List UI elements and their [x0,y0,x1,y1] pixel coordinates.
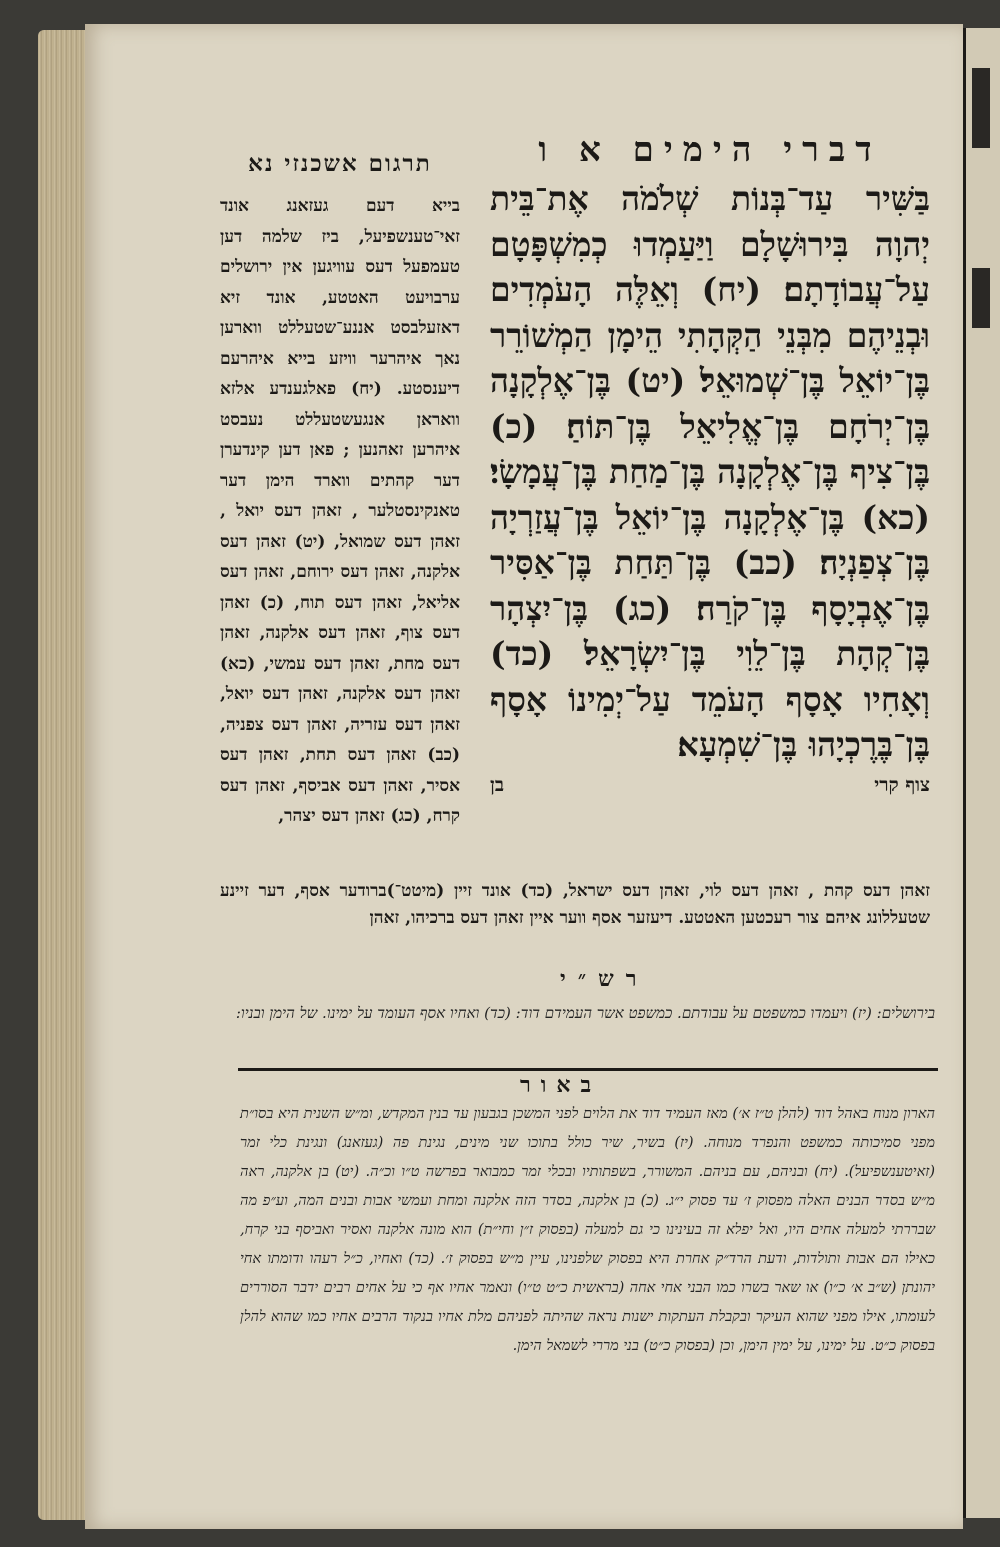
bible-column [490,130,930,797]
targum-heading: תרגום אשכנזי נא [248,150,432,177]
page-edge [38,30,88,1520]
biur-text: הארון מנוח באהל דוד (להלן ט״ז א׳) מאז העמיד דוד את הלוים לפני המשכן בגבעון עד בנין המקדש, ומ״ש השנית היא בסו״ת מפני סמיכותה כמשפט והנפרד מנוחה. (יז) בשיר, שיר כולל בתוכו שני מינים, נגינת פה (געזאנג) ונגינת כלי זמר (זאיטענשפיעל). (יח) ובניהם, עם בניהם. המשורר, בשפתותיו ובכלי זמר כמבואר בפרשה ט״ו וכ״ה. (יט) בן אלקנה, ראה מ״ש בסדר הבנים האלה מפסוק ז׳ עד פסוק י״ג. (כ) בן אלקנה, בסדר הזה אלקנה ומחת ועמשי אבות ובנים המה, וע״פ מה שבררתי למעלה אחים היו, ואל יפלא זה בעינינו כי גם למעלה (בפסוק ז״ן וחי״ת) הוא מונה אלקנה ואסיר ואביסף בני קרח, כאילו הם אבות ותולדות, ודעת הרד״ק אחרת היא בפסוק שלפנינו, עיין מ״ש בפסוק ז׳. (כד) ואחיו, כ״ל רעהו ודומתו אחי יהונתן (ש״ב א׳ כ״ו) או שאר בשרו כמו הבני אחי אחה (בראשית כ״ט ט״ו) ונאמר אחיו אף כי על אחים רבים ידבר הסוררים לעומתו, אילו מפני שהוא העיקר ובקבלת העתקות ישנות נראה שהיתה לפניהם מלת אחיו בנקוד הרבים אחיו כמו שהוא להלן בפסוק כ״ט. על ימינו, על ימין הימן, וכן (בפסוק כ״ט) בני מררי לשמאל הימן. [240,1106,935,1354]
facing-page-edge [963,28,1000,1518]
targum-column [220,150,460,832]
targum-continuation: זאהן דעס קהת , זאהן דעס לוי, זאהן דעס ישראל, (כד) אונד זיין (מיטט־)ברודער אסף, דער זיינע שטעללונג איהם צור רעכטען האטטע. דיעזער אסף ווער איין זאהן דעס ברכיהו, זאהן [220,881,930,928]
catchword-left: בן [490,773,504,796]
running-head: דברי הימים א ו [538,130,882,170]
section-divider [238,1068,938,1071]
catchwords [490,774,930,797]
facing-page-mark [972,268,990,328]
targum-text: בייא דעם געזאנג אונד זאי־טענשפיעל, ביז שלמה דען טעמפעל דעס עוויגען אין ירושלים ערבויעט האטטע, אונד זיא דאזעלבסט אננע־שטעללט ווארען נאך איהרער וויזע בייא איהרעם דיענסטע. (יח) פאלגענדע אלזא וואראן אנגעשטעללט נעבסט איהרען זאהנען ; פאן דען קינדערן דער קהתים ווארד הימן דער טאנקינסטלער , זאהן דעס יואל , זאהן דעס שמואל, (יט) זאהן דעס אלקנה, זאהן דעס ירוחם, זאהן דעס אליאל, זאהן דעס תוח, (כ) זאהן דעס צוף, זאהן דעס אלקנה, זאהן דעס מחת, זאהן דעס עמשי, (כא) זאהן דעס אלקנה, זאהן דעס יואל, זאהן דעס עזריה, זאהן דעס צפניה, (כב) זאהן דעס תחת, זאהן דעס אסיר, זאהן דעס אביסף, זאהן דעס קרח, (כג) זאהן דעס יצהר, [220,196,460,826]
rashi-heading: רש״י [560,966,649,992]
rashi-text: בירושלים: (יז) ויעמדו כמשפטם על עבודתם. כמשפט אשר העמידם דוד: (כד) ואחיו אסף העומד על ימינו. של הימן ובניו: [235,1004,935,1022]
bible-text: בַּשִּׁיר עַד־בְּנוֹת שְׁלֹמֹה אֶת־בֵּית יְהוָה בִּירוּשָׁלָם וַיַּעַמְדוּ כְמִשְׁפָּטָם עַל־עֲבוֹדָתָם׃ (יח) וְאֵלֶּה הָעֹמְדִים וּבְנֵיהֶם מִבְּנֵי הַקְּהָתִי הֵימָן הַמְשׁוֹרֵר בֶּן־יוֹאֵל בֶּן־שְׁמוּאֵל׃ (יט) בֶּן־אֶלְקָנָה בֶּן־יְרֹחָם בֶּן־אֱלִיאֵל בֶּן־תּוֹחַ׃ (כ) בֶּן־צִיף בֶּן־אֶלְקָנָה בֶּן־מַחַת בֶּן־עֲמָשָׂי׃ (כא) בֶּן־אֶלְקָנָה בֶּן־יוֹאֵל בֶּן־עֲזַרְיָה בֶּן־צְפַנְיָה׃ (כב) בֶּן־תַּחַת בֶּן־אַסִּיר בֶּן־אֶבְיָסָף בֶּן־קֹרַח׃ (כג) בֶּן־יִצְהָר בֶּן־קְהָת בֶּן־לֵוִי בֶּן־יִשְׂרָאֵל׃ (כד) וְאָחִיו אָסָף הָעֹמֵד עַל־יְמִינוֹ אָסָף בֶּן־בֶּרֶכְיָהוּ בֶּן־שִׁמְעָא׃ [490,179,930,764]
biur-heading: באור [520,1072,602,1098]
catchword-right: צוף קרי [874,773,930,796]
facing-page-mark [972,68,990,148]
